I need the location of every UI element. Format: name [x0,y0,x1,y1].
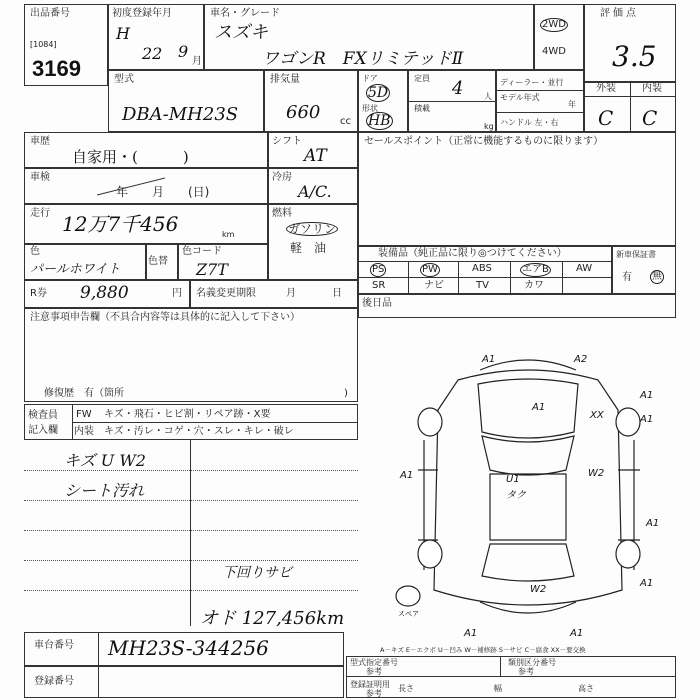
capacity-value: 4 [452,78,464,99]
equip-col-3 [510,261,511,294]
shift-value: AT [304,146,327,166]
inspection-value: 年 月 (日) [116,185,210,199]
name-label: 車名・グレード [210,8,280,19]
interior-items: キズ・汚レ・コゲ・穴・スレ・キレ・破レ [104,426,294,437]
lot-label: 出品番号 [30,8,70,19]
history-label: 車歴 [30,136,50,147]
dealer-divider-2 [496,112,584,113]
length-label: 長さ [398,684,414,693]
reg-month: 9 [178,42,189,61]
windshield [482,436,574,475]
sales-label: セールスポイント（正常に機能するものに限ります） [364,136,604,147]
interior-label: 内装 [642,83,662,94]
type-designation-label: 型式指定番号 [350,658,398,667]
equip-tv: TV [476,280,489,291]
ac-value: A/C. [298,182,332,201]
model-label: 型式 [114,74,134,85]
legend: A－キズ E－エクボ U－凹み W－補修跡 S－サビ C－腐食 XX－要交換 [380,646,586,654]
recycle-label: R券 [30,288,47,299]
load-label: 積載 [414,104,430,113]
equipment-row-2 [358,277,612,278]
handle-label: ハンドル 左・右 [500,118,559,127]
mark-note-roof: タク [506,490,526,501]
repair-close: ) [344,388,348,399]
rear-window [482,544,574,581]
cert-ref: 参考 [366,689,382,698]
equipment-row-1 [358,261,612,262]
equip-aw: AW [576,263,593,274]
roof [490,474,566,540]
capacity-divider [408,101,496,102]
color-code-value: Z7T [196,260,228,279]
reg-number-label: 登録番号 [34,676,74,687]
dealer-label: ディーラー・並行 [500,78,564,87]
note-line-3 [24,530,358,531]
wheel-spare [396,586,420,606]
wheel-front-left [418,408,442,436]
drive-2wd: 2WD [542,19,566,30]
reg-year: 22 [142,44,163,63]
mark-a1-right-quarter: A1 [640,578,654,589]
chassis-label: 車台番号 [34,640,74,651]
class-label: 類別区分番号 [508,658,556,667]
equip-navi: ナビ [424,280,444,291]
fw-label: FW [76,409,92,420]
capacity-label: 定員 [414,74,430,83]
lot-sub: [1084] [30,40,57,49]
hood [478,379,578,438]
doors-value: 5D [368,85,389,101]
spare-label: スペア [398,610,419,618]
equipment-label: 装備品（純正品に限り◎つけてください） [378,248,567,259]
note-line1: キズ U W2 [64,451,146,470]
reg-expiry-month: 月 [286,288,296,299]
car-outline [418,360,640,613]
recycle-value: 9,880 [80,283,129,303]
note-line-4 [24,560,358,561]
color-code-label: 色コード [182,246,222,257]
wheel-front-right [616,408,640,436]
fuel-label: 燃料 [272,208,292,219]
rear-items-label: 後日品 [362,298,392,309]
interior-line-label: 内装 [74,426,94,437]
mileage-value: 12万7千456 [62,212,179,236]
recolor-label: 色替 [148,256,168,267]
mark-u1-roof: U1 [506,474,520,485]
year-unit: 年 [568,100,576,109]
shape-label: 形状 [362,104,378,113]
equip-pw: PW [422,264,438,275]
mark-a1-hood: A1 [532,402,546,413]
car-diagram [378,340,678,640]
equip-sr: SR [372,280,386,291]
inspection-label: 車検 [30,172,50,183]
warranty-label: 新車保証書 [616,250,656,259]
mark-a1-right-fender: A1 [640,414,654,425]
mark-a1-left-door: A1 [400,470,414,481]
mark-a2-front-right: A2 [574,354,588,365]
equip-col-2 [458,261,459,294]
inspector-label: 検査員記入欄 [28,410,58,436]
wheel-rear-left [418,540,442,568]
load-unit: kg [484,122,494,131]
inspector-divider-h [72,422,358,423]
km-unit: km [222,230,235,239]
note-line-5 [24,590,358,591]
mark-a1-rear-bumper-left: A1 [464,628,478,639]
model-year-label: モデル年式 [500,93,540,102]
score-label: 評価点 [600,8,639,19]
shift-label: シフト [272,136,302,147]
chassis-value: MH23S-344256 [108,636,269,660]
fuel-diesel: 軽 油 [290,241,327,255]
cert-label: 登録証明用 [350,680,390,689]
equip-col-4 [562,261,563,294]
type-designation-mid [500,656,501,676]
exterior-label: 外装 [596,83,616,94]
height-label: 高さ [578,684,594,693]
score-value: 3.5 [612,40,657,73]
type-designation-row [346,676,676,677]
capacity-unit: 人 [484,92,492,101]
repair-label: 修復歴 有（箇所 [44,388,124,399]
note-line2: シート汚れ [64,481,145,500]
color-label: 色 [30,246,40,257]
mileage-label: 走行 [30,208,50,219]
mark-w2-right-door: W2 [588,468,605,479]
equip-col-1 [408,261,409,294]
mark-a1-right-fender-top: A1 [640,390,654,401]
car-grade: ワゴンR FXリミテッドⅡ [262,49,464,69]
note-line3: 下回りサビ [222,565,292,581]
ext-int-divider-h [584,96,676,97]
exterior-grade: C [598,106,614,130]
warranty-yes: 有 [622,272,632,283]
era: H [116,24,130,43]
yen-unit: 円 [172,288,182,299]
class-ref: 参考 [518,667,534,676]
equip-ps: PS [372,264,385,275]
mark-w2-rear: W2 [530,584,547,595]
notes-column-divider [190,440,191,626]
mark-a1-rear-bumper-right: A1 [570,628,584,639]
equip-abs: ABS [472,263,492,274]
cc-unit: cc [340,116,351,127]
car-body [434,370,622,605]
dealer-divider-1 [496,90,584,91]
drive-box [534,4,584,70]
history-value: 自家用・( ) [72,148,189,166]
first-reg-label: 初度登録年月 [112,8,172,19]
color-value: パールホワイト [30,262,121,277]
equip-airbag: エアB [522,264,549,275]
model-code: DBA-MH23S [122,104,239,125]
shape-value: HB [368,113,391,129]
type-designation-ref: 参考 [366,667,382,676]
mark-a1-front-bumper: A1 [482,354,496,365]
width-label: 幅 [494,684,502,693]
displacement-value: 660 [286,102,321,123]
wheel-rear-right [616,540,640,568]
warranty-no: 無 [652,271,662,282]
lot-number: 3169 [32,56,81,81]
drive-4wd: 4WD [542,46,566,57]
month-unit: 月 [192,56,202,67]
ext-int-divider-v [630,82,631,132]
fuel-gas: ガソリン [288,222,337,236]
fw-items: キズ・飛石・ヒビ割・リペア跡・X要 [104,409,271,420]
interior-grade: C [642,106,658,130]
car-name: スズキ [214,22,268,43]
rear-items-box [358,294,676,318]
sales-box [358,132,676,246]
notes-label: 注意事項申告欄（不具合内容等は具体的に記入して下さい） [30,312,300,323]
equip-leather: カワ [524,280,544,291]
mark-a1-right-rear: A1 [646,518,660,529]
doors-label: ドア [362,74,378,83]
displacement-label: 排気量 [270,74,300,85]
odometer-note: オド 127,456km [200,608,345,629]
reg-expiry-label: 名義変更期限 [196,288,256,299]
ac-label: 冷房 [272,172,292,183]
mark-xx-right-front: XX [590,410,604,421]
reg-expiry-day: 日 [332,288,342,299]
